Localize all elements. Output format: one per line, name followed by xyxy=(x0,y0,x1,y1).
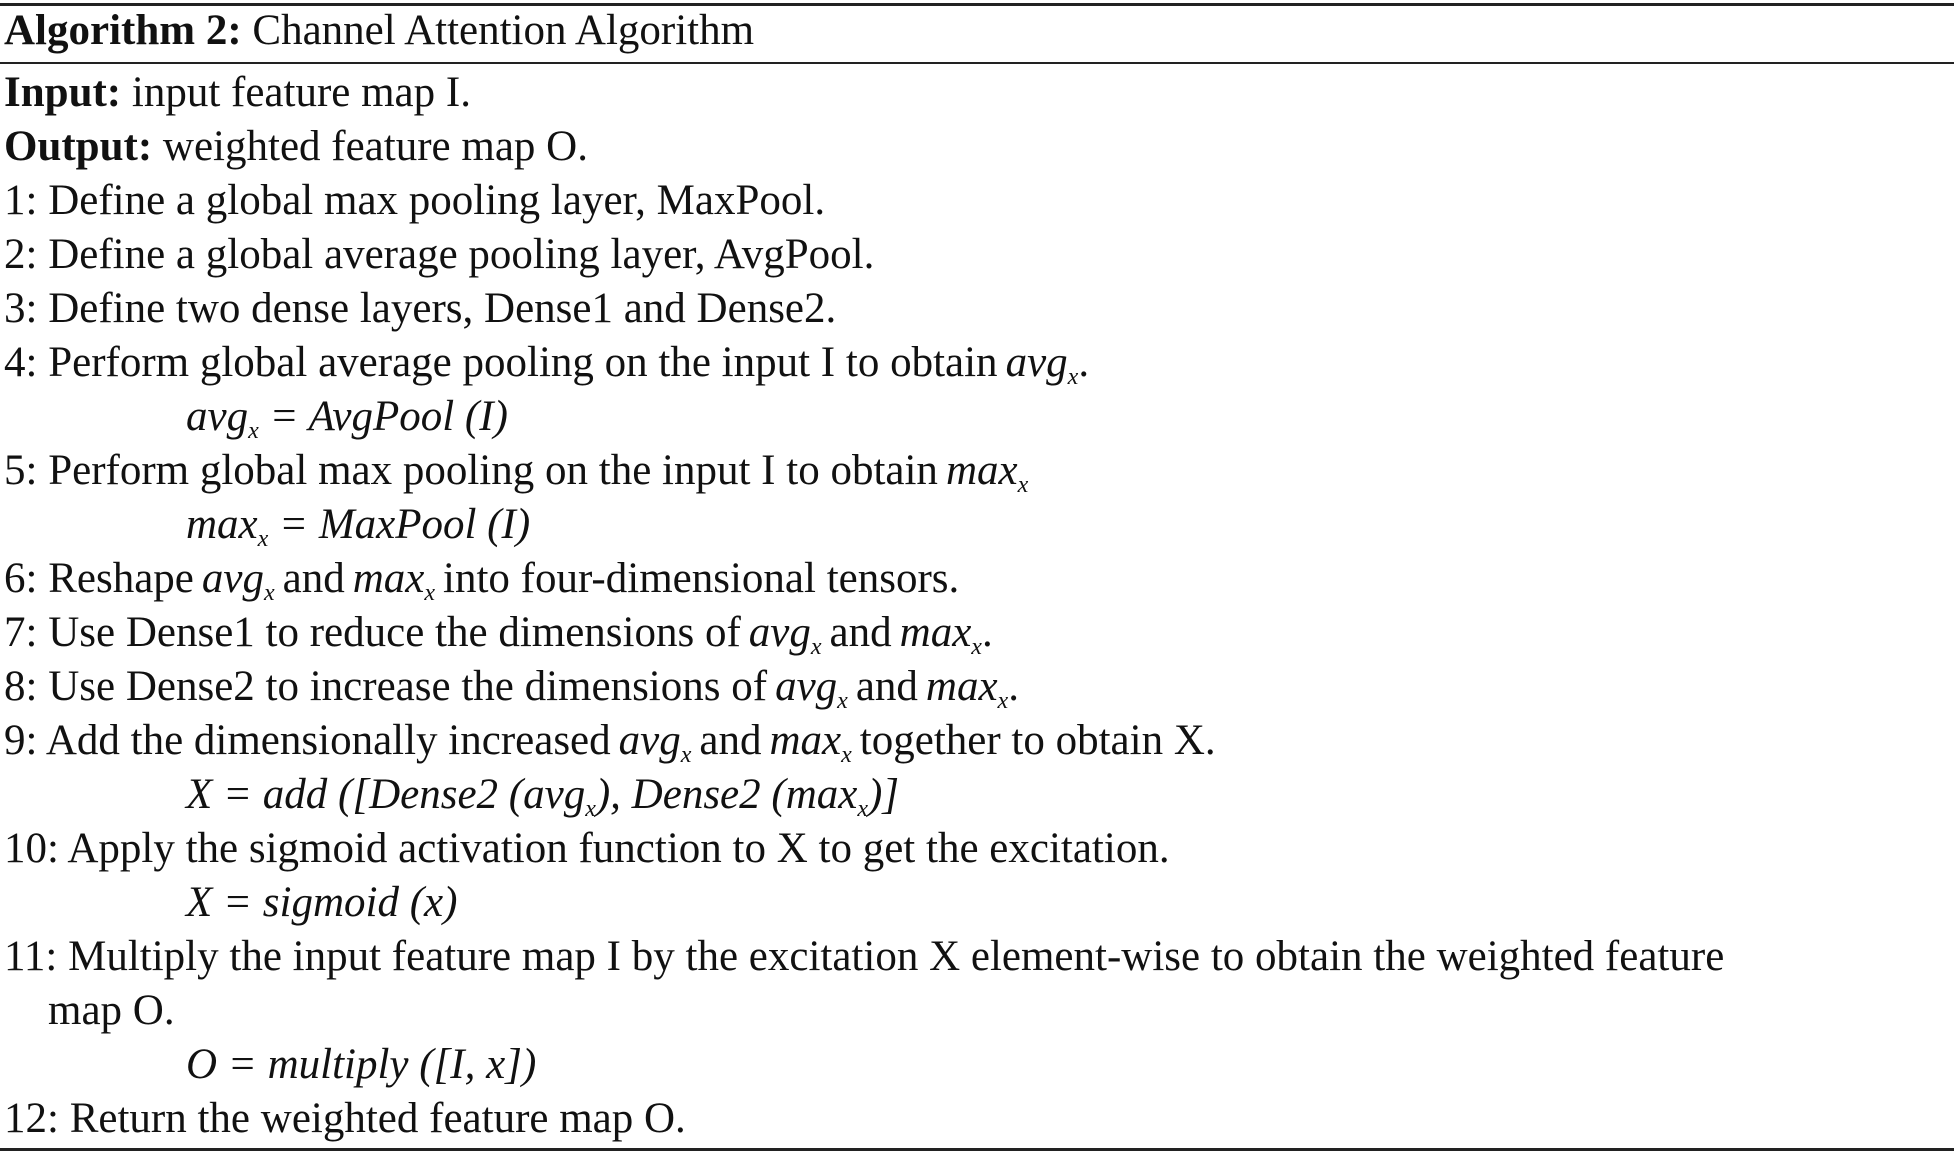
input-label: Input: xyxy=(4,69,122,116)
equation-5: $\max_x$ = MaxPool (I) xyxy=(186,501,531,552)
output-line xyxy=(4,120,1950,174)
step-12: 12: Return the weighted feature map O. xyxy=(4,1095,686,1142)
title-rule xyxy=(0,62,1954,64)
step-7: 7: Use Dense1 to reduce the dimensions of avg$_x$ and $\max_x$. xyxy=(4,609,993,660)
input-line xyxy=(4,66,1950,120)
algorithm-label: Algorithm 2: xyxy=(4,7,242,54)
input-text: input feature map I. xyxy=(131,69,471,116)
step-6: 6: Reshape avg$_x$ and $\max_x$ into four-dimensional tensors. xyxy=(4,555,960,606)
bottom-rule xyxy=(0,1148,1954,1151)
step-9: 9: Add the dimensionally increased avg$_x$ and $\max_x$ together to obtain X. xyxy=(4,717,1216,768)
step-4: 4: Perform global average pooling on the input I to obtain avg$_x$. xyxy=(4,339,1090,390)
output-text: weighted feature map O. xyxy=(162,123,588,170)
equation-9: X = add ([Dense2 (avg$_x$), Dense2 $(\max_x)$] xyxy=(186,771,900,822)
equation-11: O = multiply ([I, x]) xyxy=(186,1041,537,1088)
step-11: 11: Multiply the input feature map I by the excitation X element-wise to obtain the weighted feature xyxy=(4,933,1725,980)
step-5: 5: Perform global max pooling on the input I to obtain $\max_x$ xyxy=(4,447,1029,498)
step-10: 10: Apply the sigmoid activation function to X to get the excitation. xyxy=(4,825,1170,872)
step-8: 8: Use Dense2 to increase the dimensions of avg$_x$ and $\max_x$. xyxy=(4,663,1019,714)
output-label: Output: xyxy=(4,123,153,170)
step-3: 3: Define two dense layers, Dense1 and Dense2. xyxy=(4,285,837,332)
step-1: 1: Define a global max pooling layer, MaxPool. xyxy=(4,177,826,224)
equation-10: X = sigmoid (x) xyxy=(186,879,458,926)
algorithm-name: Channel Attention Algorithm xyxy=(252,7,755,54)
equation-4: avg$_x$ = AvgPool (I) xyxy=(186,393,508,444)
algorithm-body xyxy=(4,66,1950,1146)
step-2: 2: Define a global average pooling layer, AvgPool. xyxy=(4,231,875,278)
step-11-continued: map O. xyxy=(48,987,175,1034)
algorithm-title xyxy=(4,2,754,60)
